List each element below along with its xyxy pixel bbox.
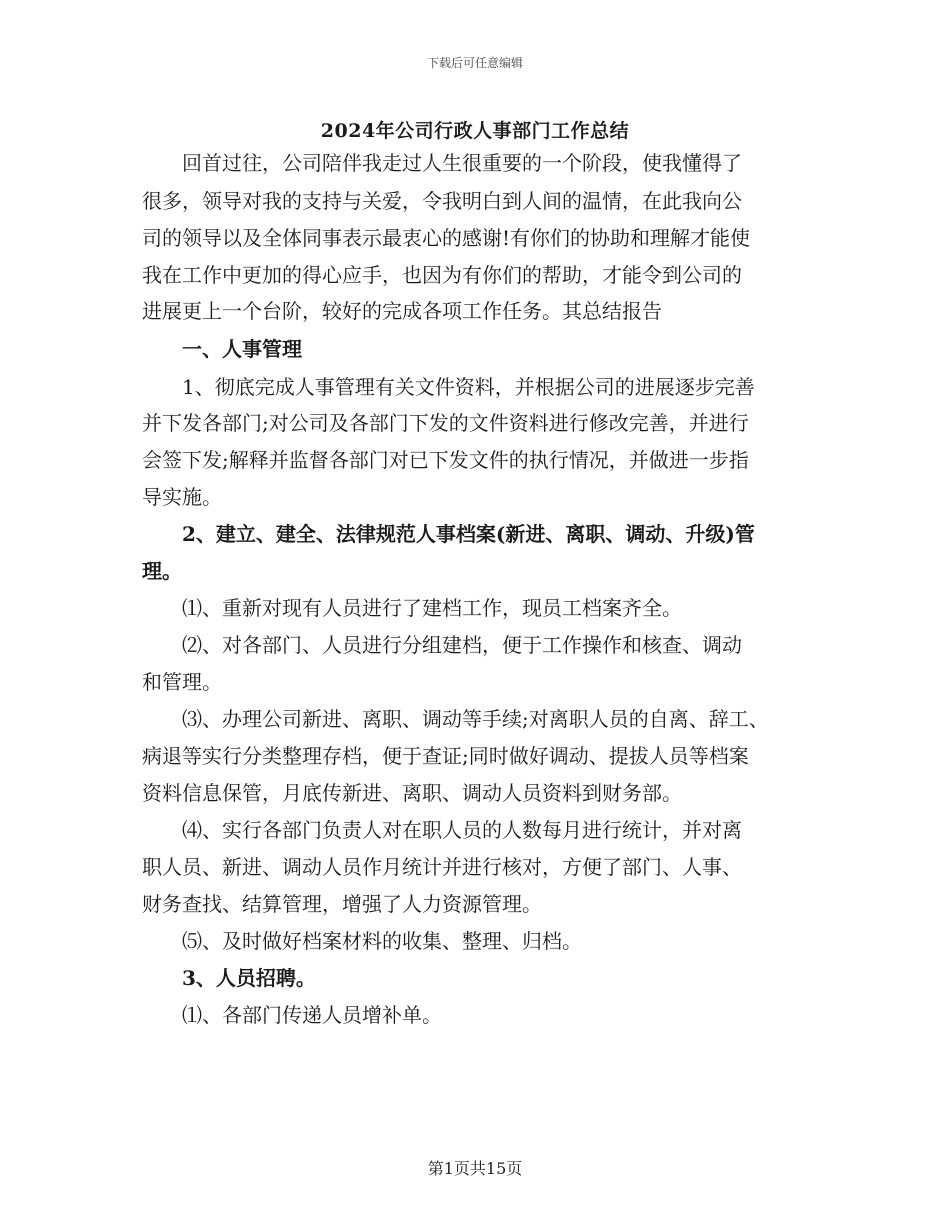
body-line: 和管理。: [142, 670, 222, 694]
section-heading: 理。: [142, 559, 182, 583]
body-line: ⑶、办理公司新进、离职、调动等手续;对离职人员的自离、辞工、: [142, 707, 769, 731]
body-line: 进展更上一个台阶，较好的完成各项工作任务。其总结报告: [142, 299, 662, 323]
body-line: ⑵、对各部门、人员进行分组建档，便于工作操作和核查、调动: [142, 633, 742, 657]
body-line: 1、彻底完成人事管理有关文件资料，并根据公司的进展逐步完善: [142, 375, 755, 399]
section-heading: 2、建立、建全、法律规范人事档案(新进、离职、调动、升级)管: [142, 522, 755, 546]
section-heading: 3、人员招聘。: [142, 966, 316, 990]
body-line: ⑴、重新对现有人员进行了建档工作，现员工档案齐全。: [142, 596, 682, 620]
section-heading: 一、人事管理: [142, 337, 302, 361]
body-line: 回首过往，公司陪伴我走过人生很重要的一个阶段，使我懂得了: [142, 151, 742, 175]
body-line: ⑸、及时做好档案材料的收集、整理、归档。: [142, 929, 582, 953]
body-line: 很多，领导对我的支持与关爱，令我明白到人间的温情，在此我向公: [142, 189, 742, 213]
header-note: 下载后可任意编辑: [426, 56, 523, 70]
body-line: ⑷、实行各部门负责人对在职人员的人数每月进行统计，并对离: [142, 818, 742, 842]
body-line: 病退等实行分类整理存档，便于查证;同时做好调动、提拔人员等档案: [142, 744, 749, 768]
page-title: 2024年公司行政人事部门工作总结: [320, 120, 630, 142]
body-line: 司的领导以及全体同事表示最衷心的感谢!有你们的协助和理解才能使: [142, 226, 751, 250]
body-line: 财务查找、结算管理，增强了人力资源管理。: [142, 892, 542, 916]
body-line: ⑴、各部门传递人员增补单。: [142, 1003, 442, 1027]
body-line: 并下发各部门;对公司及各部门下发的文件资料进行修改完善，并进行: [142, 411, 749, 435]
body-line: 资料信息保管，月底传新进、离职、调动人员资料到财务部。: [142, 781, 682, 805]
body-line: 职人员、新进、调动人员作月统计并进行核对，方便了部门、人事、: [142, 855, 742, 879]
page-number: 第1页共15页: [427, 1159, 523, 1178]
body-line: 会签下发;解释并监督各部门对已下发文件的执行情况，并做进一步指: [142, 448, 749, 472]
body-line: 我在工作中更加的得心应手，也因为有你们的帮助，才能令到公司的: [142, 263, 742, 287]
body-line: 导实施。: [142, 485, 222, 509]
